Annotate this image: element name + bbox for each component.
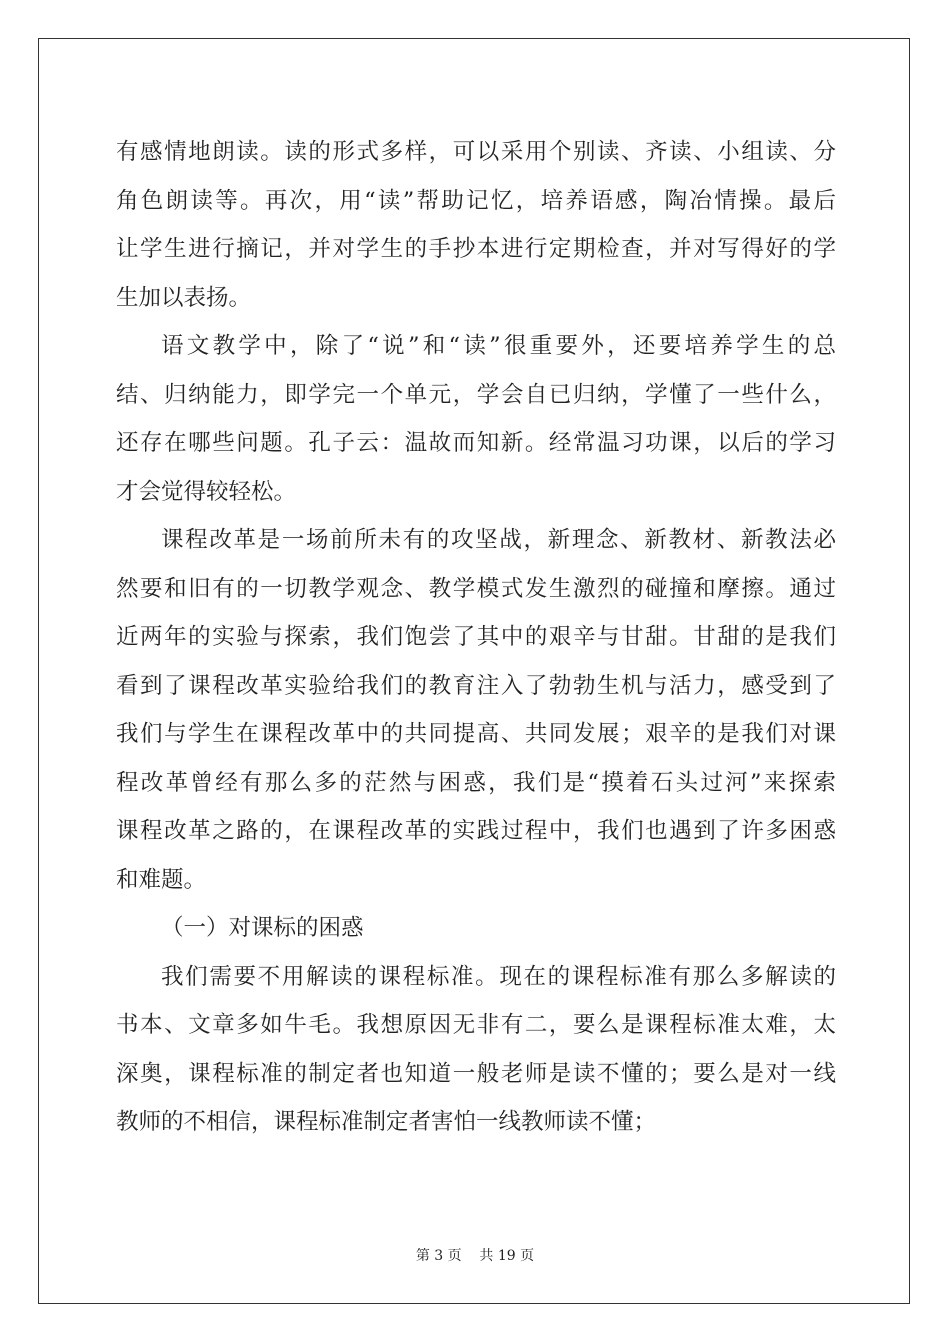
- text-line: 然要和旧有的一切教学观念、教学模式发生激烈的碰撞和摩擦。通过: [116, 575, 836, 602]
- text-line: 书本、文章多如牛毛。我想原因无非有二，要么是课程标准太难，太: [116, 1012, 836, 1038]
- page-number-footer: 第 3 页 共 19 页: [415, 1248, 535, 1264]
- text-line: 才会觉得较轻松。: [116, 478, 297, 505]
- text-line: 程改革曾经有那么多的茫然与困惑，我们是“摸着石头过河”来探索: [116, 769, 836, 796]
- text-line: 语文教学中，除了“说”和“读”很重要外，还要培养学生的总: [161, 333, 836, 359]
- text-line: 还存在哪些问题。孔子云：温故而知新。经常温习功课，以后的学习: [116, 430, 836, 456]
- text-line: 我们与学生在课程改革中的共同提高、共同发展；艰辛的是我们对课: [116, 721, 836, 747]
- text-line: 有感情地朗读。读的形式多样，可以采用个别读、齐读、小组读、分: [116, 139, 836, 165]
- text-line: 课程改革是一场前所未有的攻坚战，新理念、新教材、新教法必: [161, 527, 836, 553]
- paragraph: [116, 516, 836, 904]
- section-heading: （一）对课标的困惑: [161, 915, 364, 941]
- paragraph: [116, 953, 836, 1147]
- text-line: 课程改革之路的，在课程改革的实践过程中，我们也遇到了许多困惑: [116, 818, 836, 844]
- text-line: 角色朗读等。再次，用“读”帮助记忆，培养语感，陶冶情操。最后: [116, 187, 836, 214]
- paragraph: [116, 322, 836, 516]
- text-line: 深奥，课程标准的制定者也知道一般老师是读不懂的；要么是对一线: [116, 1060, 836, 1087]
- text-line: 生加以表扬。: [116, 284, 252, 311]
- paragraph: [116, 128, 836, 322]
- text-line: 看到了课程改革实验给我们的教育注入了勃勃生机与活力，感受到了: [116, 672, 836, 699]
- document-body: [116, 128, 836, 1147]
- text-line: 结、归纳能力，即学完一个单元，学会自已归纳，学懂了一些什么，: [116, 381, 836, 408]
- text-line: 我们需要不用解读的课程标准。现在的课程标准有那么多解读的: [161, 963, 836, 990]
- text-line: 和难题。: [116, 866, 207, 893]
- text-line: 近两年的实验与探索，我们饱尝了其中的艰辛与甘甜。甘甜的是我们: [116, 624, 836, 650]
- text-line: 让学生进行摘记，并对学生的手抄本进行定期检查，并对写得好的学: [116, 236, 836, 262]
- text-line: 教师的不相信，课程标准制定者害怕一线教师读不懂；: [116, 1109, 657, 1135]
